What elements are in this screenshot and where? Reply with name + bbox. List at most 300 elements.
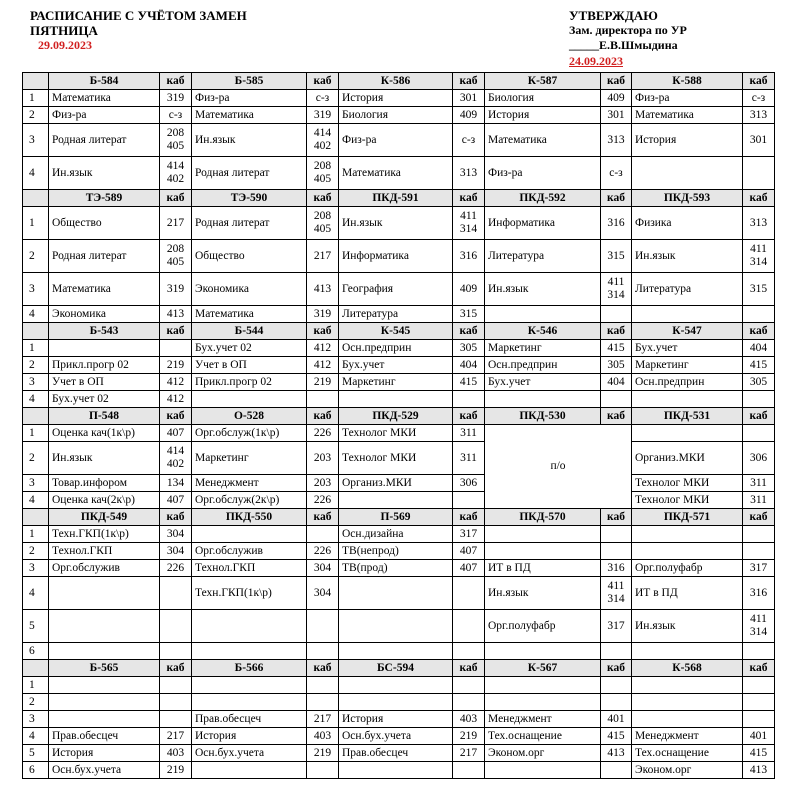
subject-cell: Физ-ра	[339, 124, 453, 157]
lesson-number: 3	[23, 560, 49, 577]
practice-cell: п/о	[485, 425, 632, 509]
subject-cell: Ин.язык	[49, 157, 160, 190]
room-cell: 409	[453, 273, 485, 306]
subject-cell: Технол.ГКП	[192, 560, 307, 577]
kab-header: каб	[453, 408, 485, 425]
room-cell: 415	[601, 340, 632, 357]
subject-cell: Общество	[49, 207, 160, 240]
table-row	[23, 124, 775, 157]
room-cell: 413	[743, 762, 775, 779]
room-cell	[453, 643, 485, 660]
approve-date: 24.09.2023	[569, 54, 623, 68]
room-cell	[743, 643, 775, 660]
room-cell	[307, 610, 339, 643]
room-number: 405	[313, 173, 332, 185]
room-cell: 413	[307, 273, 339, 306]
room-number: 414	[166, 160, 185, 172]
room-number: 411	[750, 613, 767, 625]
kab-header: каб	[453, 660, 485, 677]
subject-cell: Экономика	[192, 273, 307, 306]
subject-cell	[485, 391, 601, 408]
subject-cell: Менеджмент	[192, 475, 307, 492]
subject-cell: Орг.обслуж(1к\р)	[192, 425, 307, 442]
kab-header: каб	[601, 408, 632, 425]
room-cell: 217	[453, 745, 485, 762]
room-cell: 407	[453, 543, 485, 560]
subject-cell: Ин.язык	[339, 207, 453, 240]
day-label: ПЯТНИЦА	[30, 23, 98, 38]
table-row	[23, 391, 775, 408]
subject-cell: Математика	[49, 90, 160, 107]
room-cell	[453, 207, 485, 240]
room-cell: 217	[160, 728, 192, 745]
subject-cell	[339, 610, 453, 643]
table-row	[23, 157, 775, 190]
subject-cell	[339, 677, 453, 694]
subject-cell: Ин.язык	[485, 577, 601, 610]
subject-cell	[192, 762, 307, 779]
lesson-number: 1	[23, 677, 49, 694]
subject-cell: Ин.язык	[49, 442, 160, 475]
kab-header: каб	[307, 73, 339, 90]
lesson-number: 1	[23, 90, 49, 107]
lesson-number: 3	[23, 124, 49, 157]
table-row	[23, 273, 775, 306]
group-name: К-545	[339, 323, 453, 340]
subject-cell: История	[192, 728, 307, 745]
subject-cell: Технолог МКИ	[632, 492, 743, 509]
room-cell	[743, 543, 775, 560]
schedule-title: РАСПИСАНИЕ С УЧЁТОМ ЗАМЕН	[30, 8, 247, 23]
table-row	[23, 762, 775, 779]
room-cell: 401	[601, 711, 632, 728]
table-row	[23, 442, 775, 475]
room-cell: 415	[453, 374, 485, 391]
room-cell	[307, 643, 339, 660]
room-cell	[307, 677, 339, 694]
table-row	[23, 340, 775, 357]
room-cell: 219	[453, 728, 485, 745]
subject-cell: Товар.инфором	[49, 475, 160, 492]
subject-cell: Оценка кач(2к\р)	[49, 492, 160, 509]
subject-cell: Тех.оснащение	[485, 728, 601, 745]
room-cell: 409	[453, 107, 485, 124]
room-cell: 319	[307, 107, 339, 124]
subject-cell: Орг.обслужив	[192, 543, 307, 560]
room-cell	[160, 442, 192, 475]
subject-cell: Осн.предприн	[339, 340, 453, 357]
lesson-number: 5	[23, 745, 49, 762]
room-number: 411	[750, 243, 767, 255]
room-cell: 306	[453, 475, 485, 492]
room-cell	[743, 240, 775, 273]
room-cell: 311	[743, 475, 775, 492]
group-name: К-588	[632, 73, 743, 90]
subject-cell: Прав.обесцеч	[339, 745, 453, 762]
lesson-number: 4	[23, 306, 49, 323]
room-number: 314	[749, 256, 768, 268]
subject-cell	[339, 762, 453, 779]
table-row	[23, 643, 775, 660]
subject-cell: Эконом.орг	[632, 762, 743, 779]
subject-cell: Физ-ра	[192, 90, 307, 107]
kab-header: каб	[453, 190, 485, 207]
room-cell	[743, 425, 775, 442]
room-cell	[160, 577, 192, 610]
lesson-number: 3	[23, 475, 49, 492]
subject-cell: Родная литерат	[192, 207, 307, 240]
subject-cell: Родная литерат	[192, 157, 307, 190]
subject-cell: Оценка кач(1к\р)	[49, 425, 160, 442]
room-cell: 311	[743, 492, 775, 509]
group-name: Б-543	[49, 323, 160, 340]
table-row	[23, 492, 775, 509]
lesson-number: 6	[23, 643, 49, 660]
lesson-number: 2	[23, 357, 49, 374]
room-cell: 315	[743, 273, 775, 306]
subject-cell	[49, 694, 160, 711]
schedule-table	[22, 72, 775, 779]
group-name: ПКД-549	[49, 509, 160, 526]
subject-cell: Осн.бух.учета	[339, 728, 453, 745]
subject-cell	[192, 610, 307, 643]
subject-cell	[49, 711, 160, 728]
lesson-number: 1	[23, 207, 49, 240]
room-cell: 219	[160, 762, 192, 779]
room-cell	[743, 391, 775, 408]
room-cell: 301	[601, 107, 632, 124]
group-name: ПКД-570	[485, 509, 601, 526]
subject-cell	[339, 694, 453, 711]
room-cell: 316	[453, 240, 485, 273]
subject-cell	[192, 391, 307, 408]
room-cell: 409	[601, 90, 632, 107]
subject-cell	[632, 643, 743, 660]
subject-cell: Техн.ГКП(1к\р)	[192, 577, 307, 610]
room-cell	[601, 694, 632, 711]
lesson-number: 6	[23, 762, 49, 779]
subject-cell: Осн.предприн	[632, 374, 743, 391]
group-name: К-567	[485, 660, 601, 677]
room-cell: 316	[743, 577, 775, 610]
subject-cell	[49, 577, 160, 610]
subject-cell: Ин.язык	[192, 124, 307, 157]
table-row	[23, 694, 775, 711]
subject-cell: История	[339, 711, 453, 728]
subject-cell: Технолог МКИ	[339, 442, 453, 475]
room-cell	[743, 694, 775, 711]
room-cell: 403	[307, 728, 339, 745]
room-number: 402	[313, 140, 332, 152]
room-cell: 404	[601, 374, 632, 391]
subject-cell	[632, 157, 743, 190]
table-row	[23, 306, 775, 323]
subject-cell: Технол.ГКП	[49, 543, 160, 560]
room-cell: 315	[453, 306, 485, 323]
subject-cell	[632, 526, 743, 543]
subject-cell: Маркетинг	[485, 340, 601, 357]
kab-header: каб	[453, 509, 485, 526]
group-name: ТЭ-589	[49, 190, 160, 207]
room-cell: 203	[307, 442, 339, 475]
table-row	[23, 728, 775, 745]
room-cell	[601, 762, 632, 779]
kab-header: каб	[743, 408, 775, 425]
subject-cell: Прикл.прогр 02	[49, 357, 160, 374]
subject-cell: Маркетинг	[339, 374, 453, 391]
kab-header: каб	[160, 509, 192, 526]
room-cell	[743, 306, 775, 323]
kab-header: каб	[160, 73, 192, 90]
room-number: 405	[166, 256, 185, 268]
room-cell: 217	[160, 207, 192, 240]
room-number: 314	[607, 289, 625, 301]
kab-header: каб	[601, 190, 632, 207]
room-cell	[601, 306, 632, 323]
room-cell	[601, 273, 632, 306]
room-number: 402	[166, 173, 185, 185]
subject-cell	[192, 643, 307, 660]
room-cell	[160, 240, 192, 273]
lesson-number: 4	[23, 157, 49, 190]
room-cell: 407	[160, 425, 192, 442]
room-cell: 407	[160, 492, 192, 509]
subject-cell: Информатика	[485, 207, 601, 240]
subject-cell	[632, 543, 743, 560]
room-number: 208	[166, 243, 185, 255]
group-name: ТЭ-590	[192, 190, 307, 207]
room-cell	[160, 694, 192, 711]
room-cell: 306	[743, 442, 775, 475]
approve-label: УТВЕРЖДАЮ	[569, 8, 658, 23]
room-cell	[160, 157, 192, 190]
room-cell	[453, 391, 485, 408]
subject-cell: Осн.бух.учета	[49, 762, 160, 779]
room-cell: 226	[160, 560, 192, 577]
subject-cell: Осн.предприн	[485, 357, 601, 374]
lesson-number: 4	[23, 577, 49, 610]
room-cell	[160, 643, 192, 660]
group-name: П-569	[339, 509, 453, 526]
room-cell: 407	[453, 560, 485, 577]
room-cell: 305	[453, 340, 485, 357]
room-cell: 217	[307, 711, 339, 728]
kab-header: каб	[453, 323, 485, 340]
subject-cell: Осн.дизайна	[339, 526, 453, 543]
room-cell: 313	[453, 157, 485, 190]
room-cell: 316	[601, 207, 632, 240]
kab-header: каб	[160, 660, 192, 677]
subject-cell: Бух.учет 02	[49, 391, 160, 408]
room-cell: 412	[160, 374, 192, 391]
room-cell: 305	[743, 374, 775, 391]
room-cell	[453, 610, 485, 643]
room-cell: 304	[160, 526, 192, 543]
room-cell	[307, 157, 339, 190]
room-cell: 412	[307, 357, 339, 374]
corner-cell	[23, 73, 49, 90]
room-cell: 301	[453, 90, 485, 107]
room-cell: 413	[601, 745, 632, 762]
lesson-number: 3	[23, 374, 49, 391]
subject-cell: Тех.оснащение	[632, 745, 743, 762]
subject-cell	[632, 391, 743, 408]
group-name: ПКД-530	[485, 408, 601, 425]
subject-cell: Математика	[632, 107, 743, 124]
room-cell	[743, 677, 775, 694]
subject-cell: Прав.обесцеч	[192, 711, 307, 728]
subject-cell: Физ-ра	[49, 107, 160, 124]
approver-position: Зам. директора по УР	[569, 23, 687, 37]
room-cell: 301	[743, 124, 775, 157]
room-cell: 313	[743, 107, 775, 124]
table-row	[23, 90, 775, 107]
lesson-number: 2	[23, 240, 49, 273]
room-cell: с-з	[743, 90, 775, 107]
subject-cell	[632, 677, 743, 694]
subject-cell	[632, 694, 743, 711]
room-cell: 404	[743, 340, 775, 357]
subject-cell: Орг.обслуж(2к\р)	[192, 492, 307, 509]
room-cell	[601, 543, 632, 560]
group-header-row	[23, 73, 775, 90]
room-cell	[307, 694, 339, 711]
group-name: К-587	[485, 73, 601, 90]
table-row	[23, 374, 775, 391]
table-row	[23, 560, 775, 577]
kab-header: каб	[743, 323, 775, 340]
group-name: ПКД-531	[632, 408, 743, 425]
room-cell: 401	[743, 728, 775, 745]
room-cell	[453, 762, 485, 779]
room-cell: 313	[601, 124, 632, 157]
kab-header: каб	[307, 408, 339, 425]
subject-cell: Физ-ра	[632, 90, 743, 107]
table-row	[23, 475, 775, 492]
group-name: ПКД-591	[339, 190, 453, 207]
table-row	[23, 610, 775, 643]
lesson-number: 1	[23, 526, 49, 543]
group-name: Б-565	[49, 660, 160, 677]
group-name: О-528	[192, 408, 307, 425]
subject-cell: Литература	[339, 306, 453, 323]
subject-cell: Информатика	[339, 240, 453, 273]
room-cell: с-з	[160, 107, 192, 124]
subject-cell: Организ.МКИ	[339, 475, 453, 492]
corner-cell	[23, 190, 49, 207]
room-cell: 415	[601, 728, 632, 745]
room-cell: 304	[307, 560, 339, 577]
table-row	[23, 677, 775, 694]
room-cell: 219	[160, 357, 192, 374]
kab-header: каб	[601, 323, 632, 340]
room-cell: 311	[453, 425, 485, 442]
group-name: К-586	[339, 73, 453, 90]
room-cell: 412	[160, 391, 192, 408]
room-cell: 134	[160, 475, 192, 492]
subject-cell	[632, 425, 743, 442]
subject-cell: Математика	[485, 124, 601, 157]
subject-cell: Маркетинг	[632, 357, 743, 374]
subject-cell: ТВ(прод)	[339, 560, 453, 577]
kab-header: каб	[160, 408, 192, 425]
lesson-number: 2	[23, 442, 49, 475]
subject-cell	[192, 526, 307, 543]
subject-cell: Менеджмент	[485, 711, 601, 728]
subject-cell: Математика	[192, 107, 307, 124]
room-number: 314	[607, 593, 625, 605]
room-cell	[601, 391, 632, 408]
room-cell	[601, 526, 632, 543]
room-cell: 226	[307, 425, 339, 442]
kab-header: каб	[743, 73, 775, 90]
lesson-number: 4	[23, 492, 49, 509]
group-header-row	[23, 660, 775, 677]
schedule-date: 29.09.2023	[38, 38, 92, 52]
room-cell	[601, 677, 632, 694]
subject-cell: История	[632, 124, 743, 157]
lesson-number: 2	[23, 543, 49, 560]
room-cell	[453, 677, 485, 694]
lesson-number: 3	[23, 273, 49, 306]
room-cell	[743, 157, 775, 190]
subject-cell: Математика	[192, 306, 307, 323]
room-cell: 319	[307, 306, 339, 323]
room-number: 414	[313, 127, 332, 139]
subject-cell: Бух.учет	[632, 340, 743, 357]
subject-cell: Литература	[485, 240, 601, 273]
room-cell	[601, 577, 632, 610]
subject-cell: Биология	[339, 107, 453, 124]
room-number: 208	[313, 160, 332, 172]
subject-cell	[339, 492, 453, 509]
corner-cell	[23, 323, 49, 340]
subject-cell	[485, 306, 601, 323]
subject-cell: Математика	[49, 273, 160, 306]
room-cell: 219	[307, 745, 339, 762]
table-row	[23, 745, 775, 762]
room-number: 411	[607, 580, 625, 592]
subject-cell: Орг.обслужив	[49, 560, 160, 577]
room-cell: 316	[601, 560, 632, 577]
room-number: 411	[460, 210, 477, 222]
kab-header: каб	[601, 509, 632, 526]
subject-cell: Физ-ра	[485, 157, 601, 190]
table-row	[23, 577, 775, 610]
subject-cell	[192, 694, 307, 711]
subject-cell: Учет в ОП	[192, 357, 307, 374]
group-name: БС-594	[339, 660, 453, 677]
subject-cell: История	[49, 745, 160, 762]
group-name: П-548	[49, 408, 160, 425]
room-cell: с-з	[307, 90, 339, 107]
table-row	[23, 207, 775, 240]
room-cell: 319	[160, 273, 192, 306]
group-name: Б-544	[192, 323, 307, 340]
room-cell	[453, 492, 485, 509]
room-cell: 415	[743, 745, 775, 762]
kab-header: каб	[160, 323, 192, 340]
room-cell: 305	[601, 357, 632, 374]
room-cell	[743, 711, 775, 728]
lesson-number: 2	[23, 694, 49, 711]
group-header-row	[23, 408, 775, 425]
subject-cell: Ин.язык	[632, 240, 743, 273]
table-row	[23, 357, 775, 374]
group-name: Б-566	[192, 660, 307, 677]
room-cell	[601, 643, 632, 660]
lesson-number: 5	[23, 610, 49, 643]
